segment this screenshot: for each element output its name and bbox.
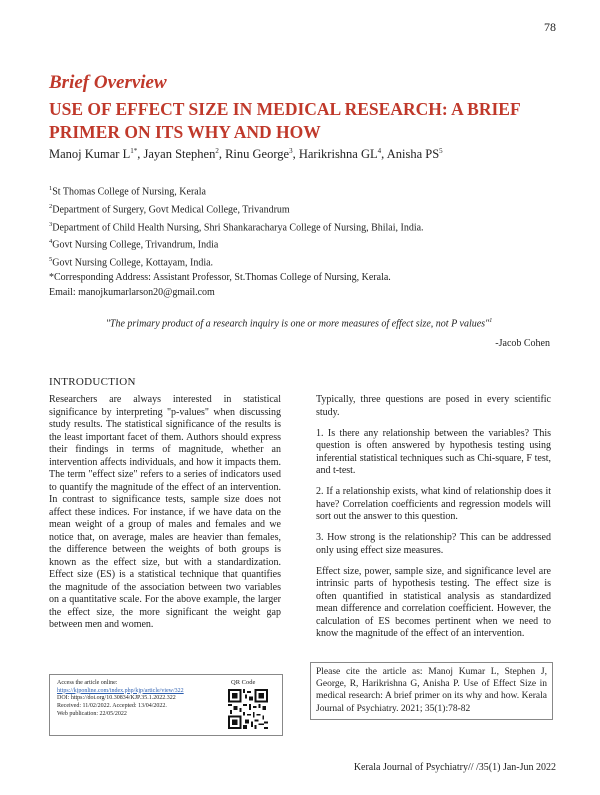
- epigraph-quote: "The primary product of a research inquiry is one or more measures of effect size, not P values"$^1$: [105, 318, 493, 330]
- paragraph: 1. Is there any relationship between the variables? This question is often answered by hypothesis testing using inferential statistical techniques such as Chi-square, F test, and t-test.: [316, 427, 551, 476]
- right-column: [316, 394, 551, 649]
- paragraph: Typically, three questions are posed in every scientific study.: [316, 394, 551, 418]
- paragraph: 2. If a relationship exists, what kind of relationship does it have? Correlation coefficients and regression models will sort out the answer to this question.: [316, 486, 551, 522]
- citation-box: Please cite the article as: Manoj Kumar L, Stephen J, George, R, Harikrishna G, Anisha P. Use of Effect Size in medical research: A brief primer on its why and how. Kerala Journal of Psychiatry. 2021; 35(1):78-82: [310, 662, 553, 720]
- affiliation-item: $^3$Department of Child Health Nursing, Shri Shankaracharya College of Nursing, Bhilai, India.: [49, 220, 424, 233]
- paragraph: Effect size, power, sample size, and significance level are intrinsic parts of hypothesis testing. The effect size is often quantified in statistical analysis as standardized mean difference and correlation coefficient. However, the calculation of ES becomes pertinent when we need to know the magnitude of the effect of an intervention.: [316, 565, 551, 639]
- author: Anisha $PS^5$: [386, 147, 443, 162]
- affiliation-item: $^4$Govt Nursing College, Trivandrum, India: [49, 238, 219, 251]
- author: Rinu George$^3$,: [225, 147, 299, 162]
- qr-label: QR Code: [231, 679, 256, 686]
- affiliations: [49, 182, 424, 300]
- publication-date: Web publication: 22/05/2022: [57, 710, 127, 717]
- access-info: Access the article online: https://kjponline.com/index.php/kjp/article/view/322 DOI: https://doi.org/10.30834/KJP.35.1.2022.322 Received: 11/02/2022. Accepted: 13/04/2022. Web publication: 22/05/2022: [57, 680, 222, 719]
- paragraph: Researchers are always interested in statistical significance by interpreting "p-values" when discussing study results. The statistical significance of the results is the least important facet of them. Authors should express their findings in terms of magnitude, whether an intervention affects individuals, and how it impacts them. The term "effect size" refers to a series of indicators used to quantify the magnitude of the effect of an intervention. In contrast to significance tests, sample size does not affect these indices. For instance, if we have data on the mean weight of a group of males and females and we notice that, on average, males are heavier than females, the difference between the weights of both groups is known as the effect size, but with a standardization. Effect size (ES) is a statistical technique that quantifies the magnitude of the association between two variables on a quantitative scale. For the above example, the larger the effect size, the more significant the weight gap between men and women.: [49, 394, 281, 630]
- section-heading-introduction: INTRODUCTION: [49, 376, 136, 388]
- article-title: USE OF EFFECT SIZE IN MEDICAL RESEARCH: A BRIEF PRIMER ON ITS WHY AND HOW: [49, 99, 520, 142]
- article-link[interactable]: https://kjponline.com/index.php/kjp/article/view/322: [57, 687, 184, 694]
- article-type: Brief Overview: [49, 72, 167, 93]
- epigraph-author: -Jacob Cohen: [495, 338, 550, 349]
- article-access-box: [49, 674, 283, 736]
- page-footer: Kerala Journal of Psychiatry// /35(1) Jan-Jun 2022: [353, 762, 556, 773]
- author: Jayan Stephen$^2$,: [143, 147, 226, 162]
- paragraph: 3. How strong is the relationship? This can be addressed only using effect size measures.: [316, 532, 551, 556]
- author-list: [49, 147, 443, 162]
- left-column: [49, 394, 281, 640]
- author: Harikrishna $GL^4$,: [298, 147, 387, 162]
- qr-code-icon: [228, 689, 268, 729]
- page-number: 78: [544, 20, 556, 34]
- affiliation-item: $^1$St Thomas College of Nursing, Kerala: [49, 185, 206, 198]
- received-date: Received: 11/02/2022. Accepted: 13/04/2022.: [57, 703, 167, 710]
- email: Email: manojkumarlarson20@gmail.com: [49, 286, 215, 298]
- affiliation-item: $^5$Govt Nursing College, Kottayam, India.: [49, 256, 214, 269]
- doi-text: DOI: https://doi.org/10.30834/KJP.35.1.2022.322: [57, 695, 176, 702]
- corresponding-address: *Corresponding Address: Assistant Professor, St.Thomas College of Nursing, Kerala.: [49, 272, 391, 284]
- affiliation-item: $^2$Department of Surgery, Govt Medical College, Trivandrum: [49, 202, 290, 216]
- author: Manoj Kumar $L^{1*}$,: [49, 147, 144, 162]
